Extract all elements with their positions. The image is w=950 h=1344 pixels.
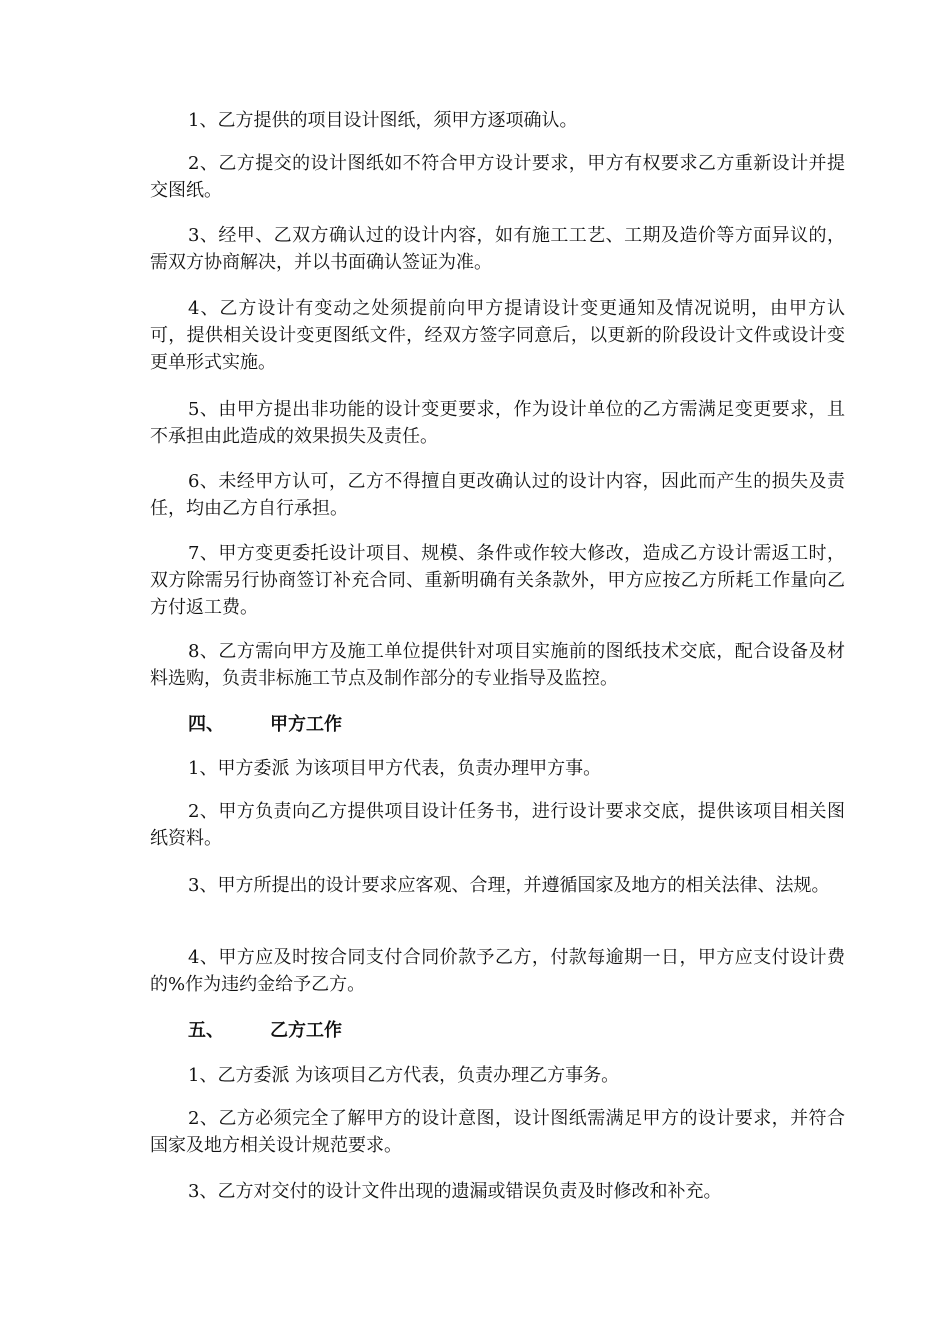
- clause-4-1: 1、甲方委派 为该项目甲方代表，负责办理甲方事。: [188, 758, 602, 779]
- clause-3-5: 5、由甲方提出非功能的设计变更要求，作为设计单位的乙方需满足变更要求，且不承担由此造成的效果损失及责任。: [150, 399, 845, 447]
- clause-5-1: 1、乙方委派 为该项目乙方代表，负责办理乙方事务。: [188, 1065, 620, 1086]
- clause-4-2: 2、甲方负责向乙方提供项目设计任务书，进行设计要求交底，提供该项目相关图纸资料。: [150, 801, 845, 849]
- clause-3-6: 6、未经甲方认可，乙方不得擅自更改确认过的设计内容，因此而产生的损失及责任，均由乙方自行承担。: [150, 471, 845, 519]
- clause-3-8: 8、乙方需向甲方及施工单位提供针对项目实施前的图纸技术交底，配合设备及材料选购，负责非标施工节点及制作部分的专业指导及监控。: [150, 641, 845, 689]
- clause-3-4: 4、乙方设计有变动之处须提前向甲方提请设计变更通知及情况说明，由甲方认可，提供相关设计变更图纸文件，经双方签字同意后，以更新的阶段设计文件或设计变更单形式实施。: [150, 298, 845, 373]
- section-5-heading: [188, 1017, 342, 1044]
- clause-3-7: 7、甲方变更委托设计项目、规模、条件或作较大修改，造成乙方设计需返工时，双方除需另行协商签订补充合同、重新明确有关条款外，甲方应按乙方所耗工作量向乙方付返工费。: [150, 543, 845, 618]
- section-5-number: 五、: [188, 1020, 224, 1041]
- clause-3-2: 2、乙方提交的设计图纸如不符合甲方设计要求，甲方有权要求乙方重新设计并提交图纸。: [150, 153, 845, 201]
- section-4-number: 四、: [188, 714, 224, 735]
- section-4-heading: [188, 711, 342, 738]
- clause-5-3: 3、乙方对交付的设计文件出现的遗漏或错误负责及时修改和补充。: [188, 1181, 722, 1202]
- clause-5-2: 2、乙方必须完全了解甲方的设计意图，设计图纸需满足甲方的设计要求，并符合国家及地方相关设计规范要求。: [150, 1108, 845, 1156]
- clause-4-4: 4、甲方应及时按合同支付合同价款予乙方，付款每逾期一日，甲方应支付设计费的%作为违约金给予乙方。: [150, 947, 845, 995]
- section-4-title: 甲方工作: [270, 714, 342, 735]
- clause-3-1: 1、乙方提供的项目设计图纸，须甲方逐项确认。: [188, 110, 578, 131]
- clause-3-3: 3、经甲、乙双方确认过的设计内容，如有施工工艺、工期及造价等方面异议的，需双方协商解决，并以书面确认签证为准。: [150, 225, 845, 273]
- clause-4-3: 3、甲方所提出的设计要求应客观、合理，并遵循国家及地方的相关法律、法规。: [188, 875, 830, 896]
- section-5-title: 乙方工作: [270, 1020, 342, 1041]
